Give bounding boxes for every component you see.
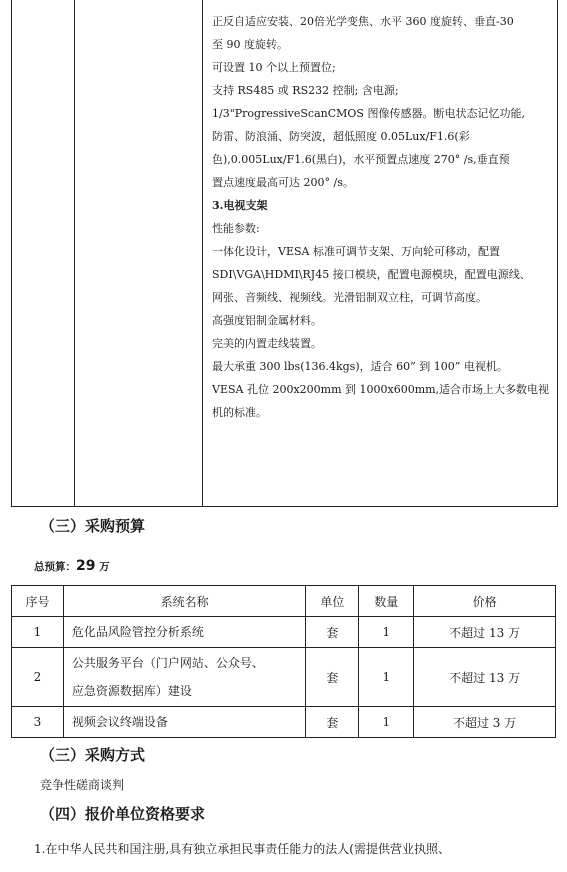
total-budget-unit: 万 [95, 561, 110, 573]
spec-line: 置点速度最高可达 200° /s。 [212, 176, 354, 189]
row-name-line: 公共服务平台（门户网站、公众号、 [71, 656, 264, 670]
row-name [63, 707, 306, 738]
table-row [12, 617, 556, 648]
budget-heading: （三）采购预算 [40, 517, 146, 535]
header-price: 价格 [414, 586, 556, 617]
row-name-line: 视频会议终端设备 [71, 715, 168, 729]
spec-line: 机的标准。 [212, 406, 267, 419]
row-unit: 套 [306, 617, 359, 648]
table-row [12, 707, 556, 738]
total-budget-amount: 29 [76, 558, 96, 574]
row-unit: 套 [306, 648, 359, 707]
table-row [12, 648, 556, 707]
spec-line: 正反自适应安装、20倍光学变焦、水平 360 度旋转、垂直-30 [212, 15, 514, 28]
spec-table-name-cell [74, 0, 203, 506]
budget-table-header-row [12, 586, 556, 617]
row-name [63, 648, 306, 707]
spec-description [212, 10, 552, 424]
spec-line: 至 90 度旋转。 [212, 38, 288, 51]
header-unit: 单位 [306, 586, 359, 617]
spec-line: 色),0.005Lux/F1.6(黑白)，水平预置点速度 270° /s,垂直预 [212, 153, 510, 166]
row-unit: 套 [306, 707, 359, 738]
header-name: 系统名称 [63, 586, 306, 617]
spec-line: 性能参数: [212, 222, 260, 235]
spec-line: 最大承重 300 lbs(136.4kgs)，适合 60” 到 100” 电视机。 [212, 360, 508, 373]
spec-line: 网张、音频线、视频线。光滑铝制双立柱，可调节高度。 [212, 291, 487, 304]
spec-line: 可设置 10 个以上预置位; [212, 61, 336, 74]
header-qty: 数量 [359, 586, 414, 617]
row-no: 1 [12, 617, 64, 648]
spec-line: SDI\VGA\HDMI\RJ45 接口模块，配置电源模块，配置电源线、 [212, 268, 531, 281]
spec-line: VESA 孔位 200x200mm 到 1000x600mm,适合市场上大多数电视 [212, 383, 550, 396]
total-budget [34, 558, 110, 574]
total-budget-label: 总预算： [34, 561, 76, 573]
row-qty: 1 [359, 617, 414, 648]
row-name-line: 危化品风险管控分析系统 [71, 625, 204, 639]
method-text: 竞争性磋商谈判 [40, 778, 125, 792]
budget-table [11, 585, 556, 738]
spec-line: 1/3"ProgressiveScanCMOS 图像传感器。断电状态记忆功能, [212, 107, 525, 120]
row-name [63, 617, 306, 648]
spec-line: 完美的内置走线装置。 [212, 337, 322, 350]
row-no: 3 [12, 707, 64, 738]
row-qty: 1 [359, 707, 414, 738]
spec-line: 高强度铝制金属材料。 [212, 314, 322, 327]
spec-line: 3.电视支架 [212, 199, 268, 212]
spec-line: 一体化设计，VESA 标准可调节支架、万向轮可移动，配置 [212, 245, 500, 258]
row-qty: 1 [359, 648, 414, 707]
row-price: 不超过 13 万 [414, 617, 556, 648]
qualification-text: 1.在中华人民共和国注册,具有独立承担民事责任能力的法人(需提供营业执照、 [34, 842, 450, 856]
row-no: 2 [12, 648, 64, 707]
row-price: 不超过 3 万 [414, 707, 556, 738]
spec-table-index-cell [12, 0, 75, 506]
spec-line: 支持 RS485 或 RS232 控制; 含电源; [212, 84, 399, 97]
qualification-heading: （四）报价单位资格要求 [40, 805, 206, 823]
row-name-line: 应急资源数据库）建设 [71, 684, 192, 698]
spec-table [11, 0, 558, 507]
method-heading: （三）采购方式 [40, 746, 146, 764]
header-no: 序号 [12, 586, 64, 617]
row-price: 不超过 13 万 [414, 648, 556, 707]
spec-line: 防雷、防浪涌、防突波，超低照度 0.05Lux/F1.6(彩 [212, 130, 470, 143]
